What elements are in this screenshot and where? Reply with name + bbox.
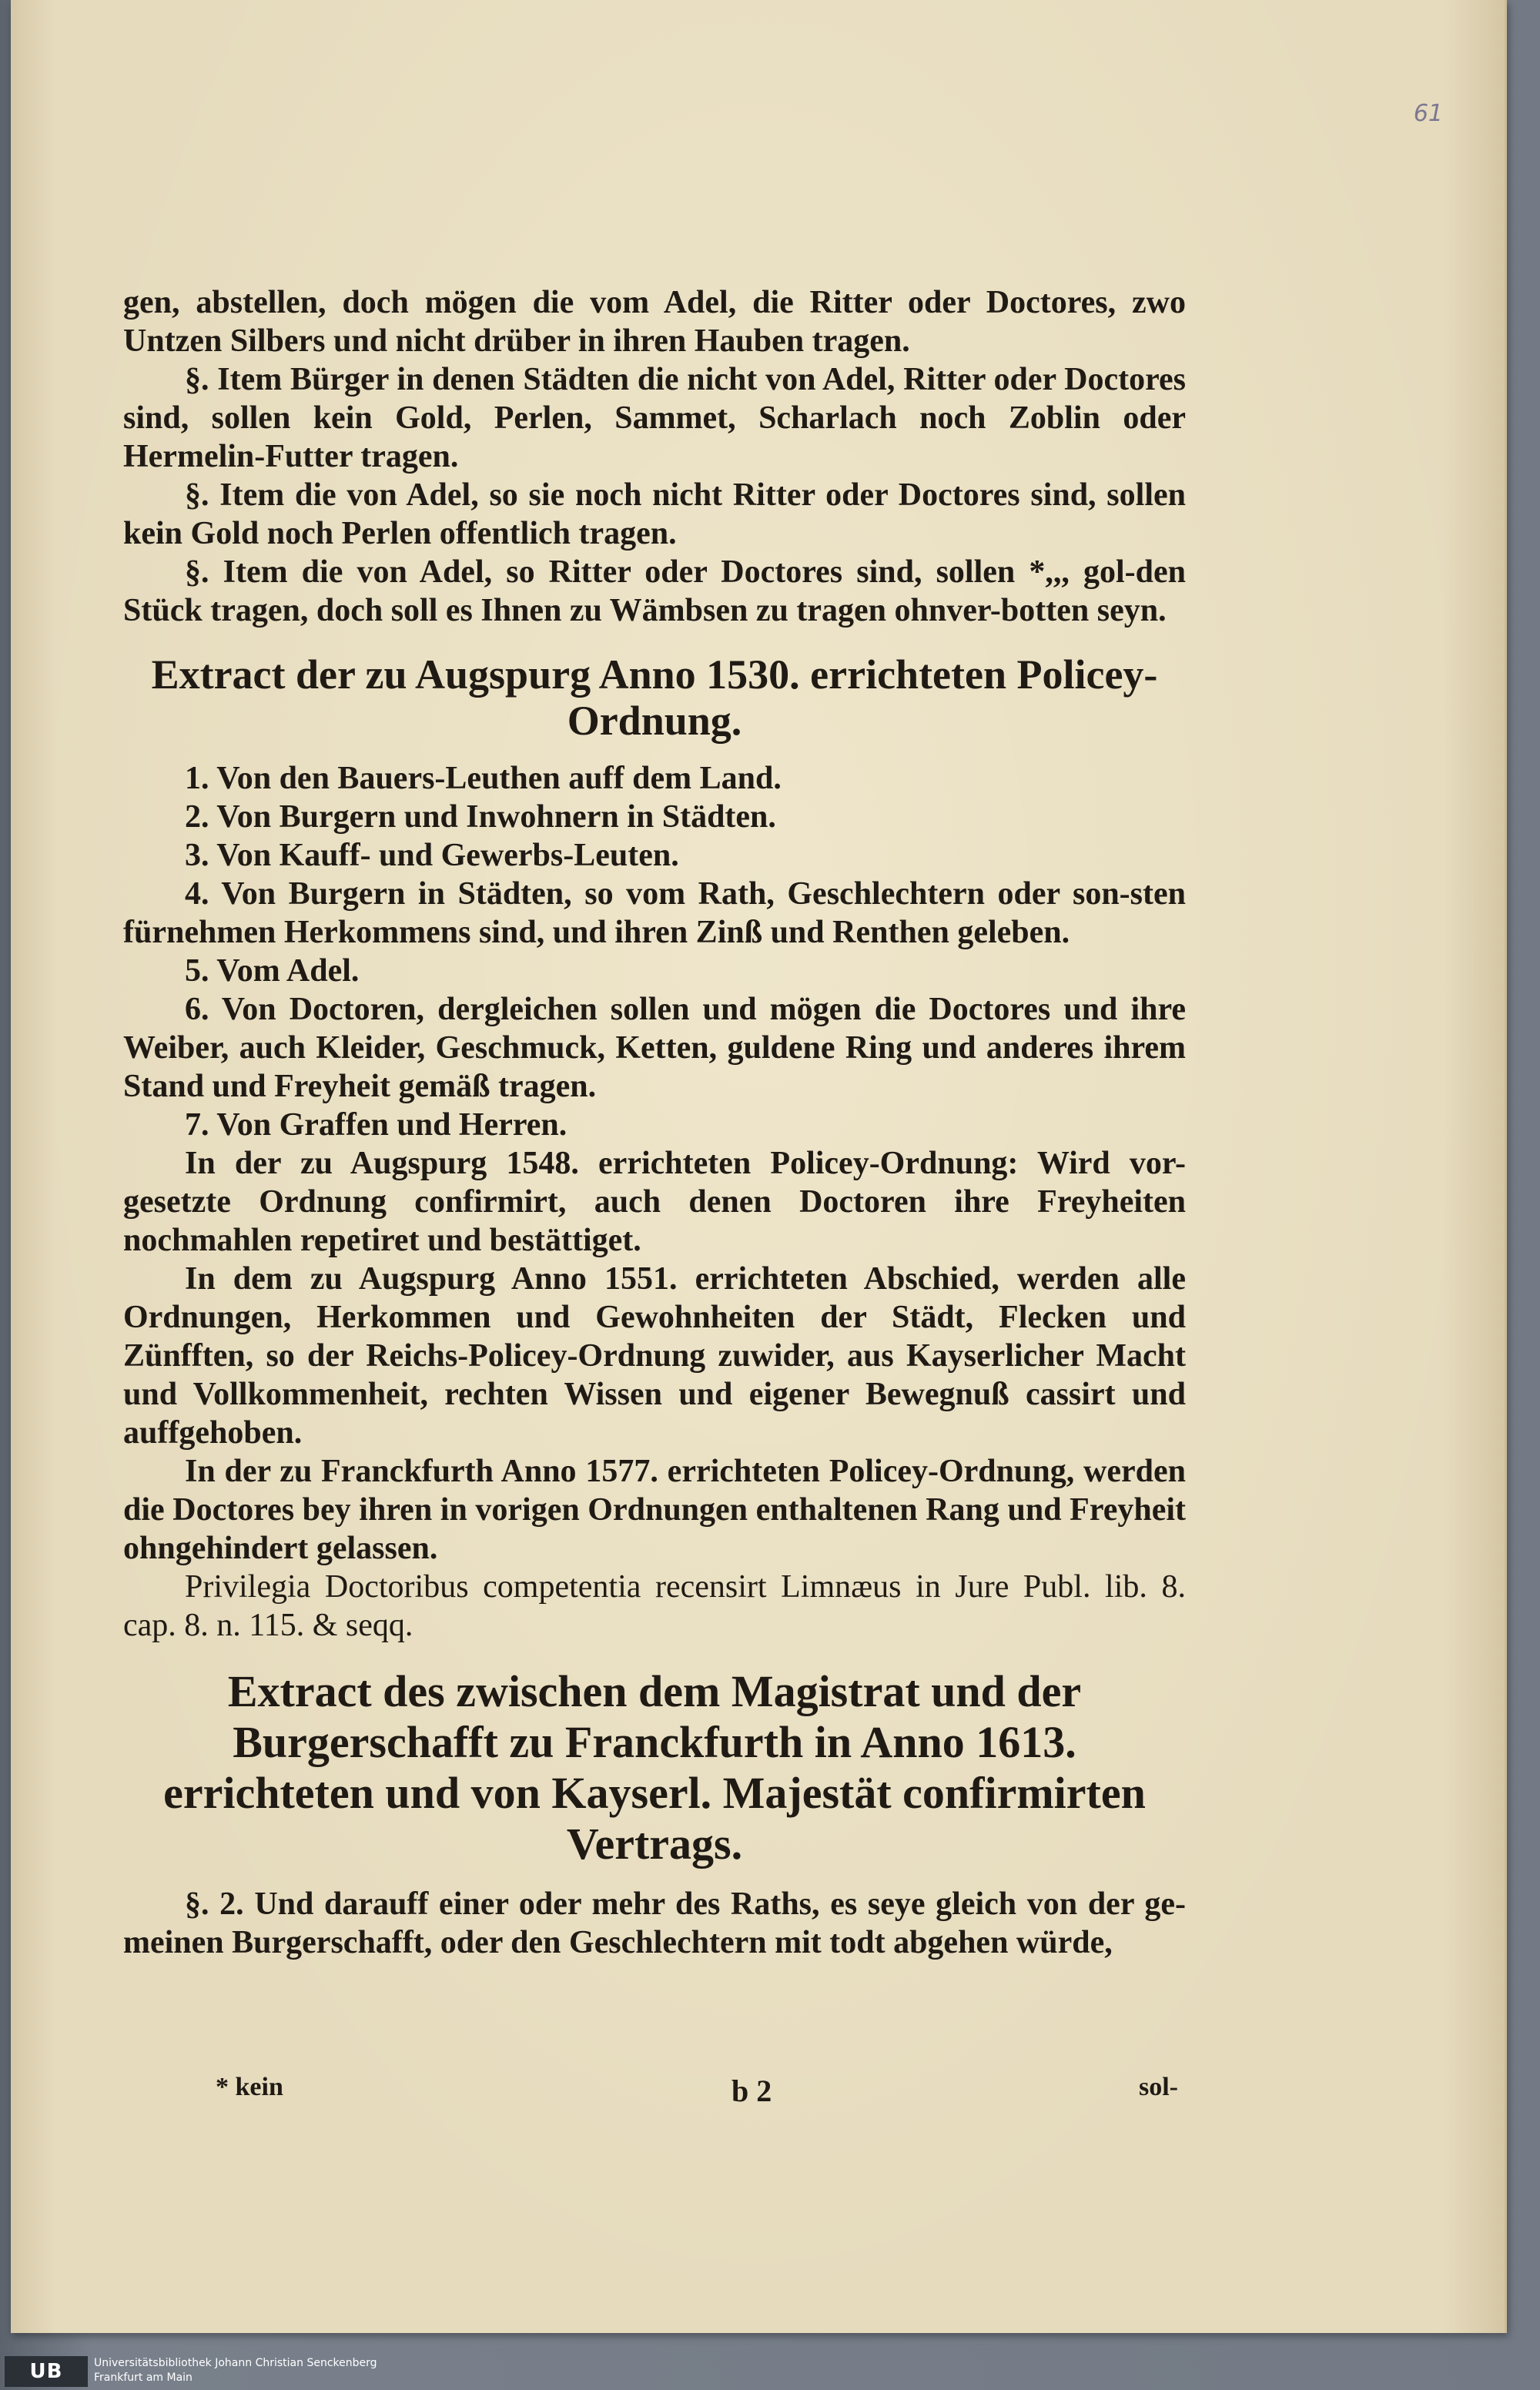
page-text: [123, 283, 1186, 1962]
list-item: 3. Von Kauff- und Gewerbs-Leuten.: [185, 838, 679, 873]
library-name-line: Universitätsbibliothek Johann Christian Senckenberg: [94, 2357, 377, 2369]
section-heading: Extract des zwischen dem Magistrat und der Burgerschafft zu Franckfurth in Anno 1613. errichteten und von Kayserl. Majestät confirmirten Vertrags.: [163, 1666, 1146, 1869]
footnote-marker: * kein: [216, 2073, 283, 2101]
paragraph: §. Item Bürger in denen Städten die nicht von Adel, Ritter oder Doctores sind, sollen kein Gold, Perlen, Sammet, Scharlach noch Zoblin oder Hermelin-Futter tragen.: [123, 362, 1186, 474]
library-credit: [0, 2350, 1540, 2390]
paragraph: §. Item die von Adel, so sie noch nicht Ritter oder Doctores sind, sollen kein Gold noch Perlen offentlich tragen.: [123, 477, 1186, 551]
list-item: 5. Vom Adel.: [185, 953, 360, 989]
library-name: [94, 2356, 377, 2385]
paragraph: In der zu Augspurg 1548. errichteten Policey-Ordnung: Wird vor-gesetzte Ordnung confirmirt, auch denen Doctoren ihre Freyheiten nochmahlen repetiret und bestättiget.: [123, 1146, 1186, 1258]
latin-note: Privilegia Doctoribus competentia recensirt Limnæus in Jure Publ. lib. 8. cap. 8. n. 115. & seqq.: [123, 1569, 1186, 1643]
library-logo: UB: [5, 2356, 88, 2387]
paragraph: In der zu Franckfurth Anno 1577. errichteten Policey-Ordnung, werden die Doctores bey ihren in vorigen Ordnungen enthaltenen Rang und Freyheit ohngehindert gelassen.: [123, 1454, 1186, 1566]
section-heading: Extract der zu Augspurg Anno 1530. errichteten Policey-Ordnung.: [151, 651, 1158, 744]
catchword: sol-: [1139, 2073, 1178, 2101]
list-item: 2. Von Burgern und Inwohnern in Städten.: [185, 799, 776, 835]
paragraph: §. Item die von Adel, so Ritter oder Doctores sind, sollen *,,, gol-den Stück tragen, doch soll es Ihnen zu Wämbsen zu tragen ohnver-botten seyn.: [123, 554, 1186, 628]
folio-number: 61: [1413, 100, 1443, 127]
signature-mark: b 2: [732, 2074, 772, 2108]
library-location-line: Frankfurt am Main: [94, 2372, 192, 2384]
list-item: 6. Von Doctoren, dergleichen sollen und mögen die Doctores und ihre Weiber, auch Kleider, Geschmuck, Ketten, guldene Ring und anderes ihrem Stand und Freyheit gemäß tragen.: [123, 992, 1186, 1104]
list-item: 4. Von Burgern in Städten, so vom Rath, Geschlechtern oder son-sten fürnehmen Herkommens sind, und ihren Zinß und Renthen geleben.: [123, 876, 1186, 950]
paragraph: §. 2. Und darauff einer oder mehr des Raths, es seye gleich von der ge-meinen Burgerschafft, oder den Geschlechtern mit todt abgehen würde,: [123, 1886, 1186, 1960]
list-item: 7. Von Graffen und Herren.: [185, 1107, 567, 1143]
list-item: 1. Von den Bauers-Leuthen auff dem Land.: [185, 761, 782, 796]
paragraph: In dem zu Augspurg Anno 1551. errichteten Abschied, werden alle Ordnungen, Herkommen und Gewohnheiten der Städt, Flecken und Zünfften, so der Reichs-Policey-Ordnung zuwider, aus Kayserlicher Macht und Vollkommenheit, rechten Wissen und eigener Bewegnuß cassirt und auffgehoben.: [123, 1261, 1186, 1451]
paragraph: gen, abstellen, doch mögen die vom Adel, die Ritter oder Doctores, zwo Untzen Silbers und nicht drüber in ihren Hauben tragen.: [123, 285, 1186, 359]
